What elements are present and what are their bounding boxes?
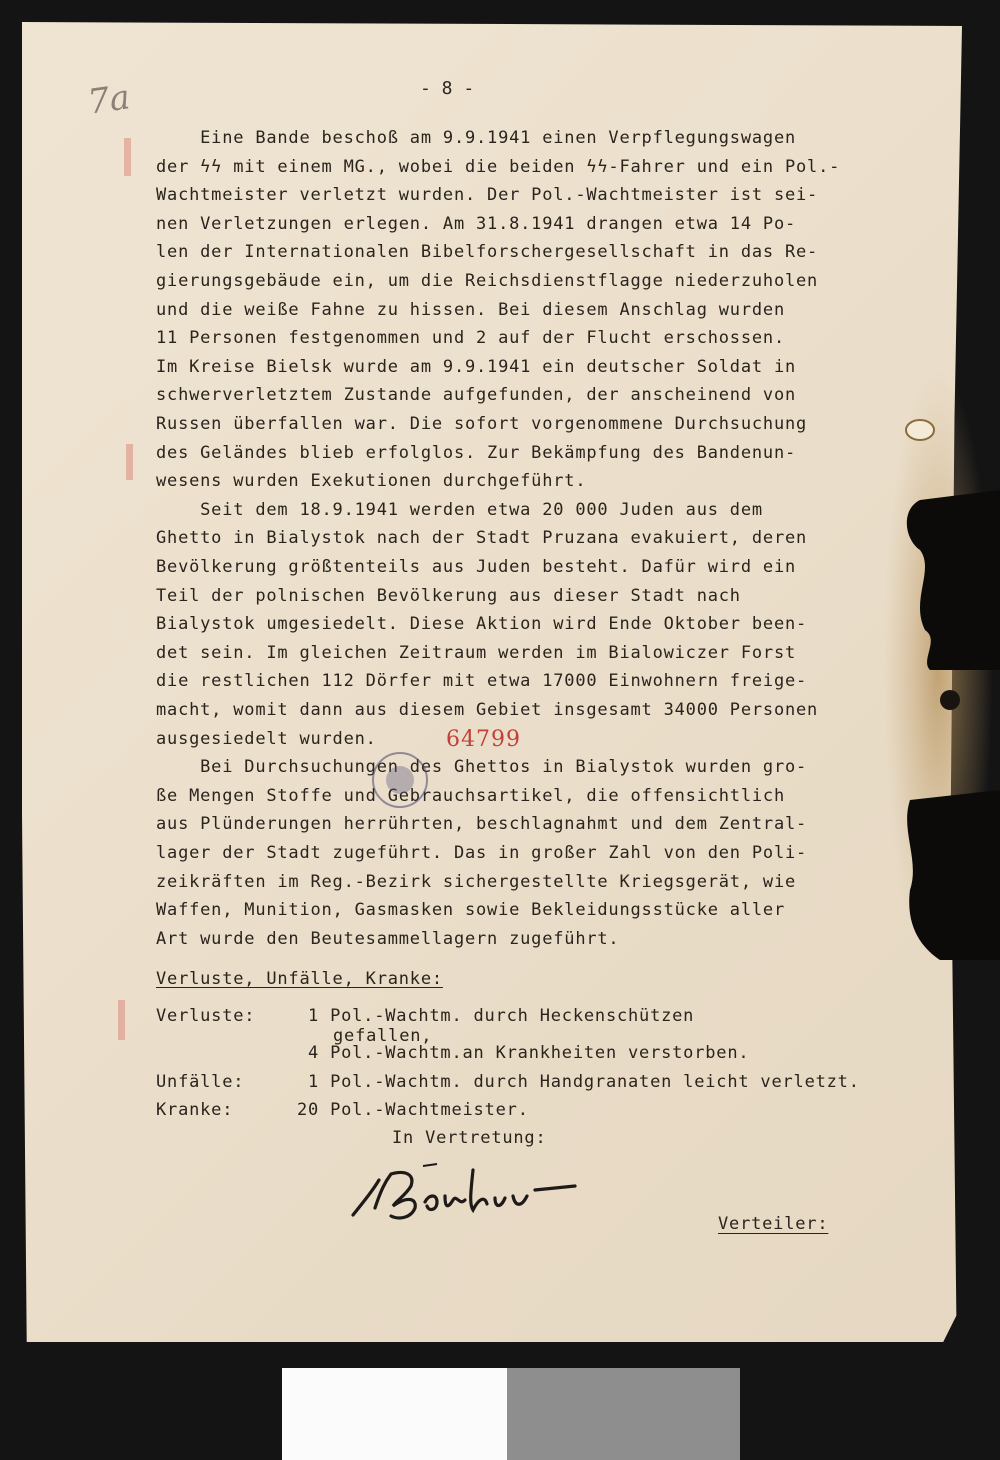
body-line: Waffen, Munition, Gasmasken sowie Bekleidungsstücke aller (156, 900, 785, 921)
calibration-grey-patch (507, 1368, 740, 1460)
body-line: Bei Durchsuchungen des Ghettos in Bialystok wurden gro- (156, 757, 808, 778)
kranke-entry: 20 Pol.-Wachtmeister. (297, 1100, 529, 1120)
body-line: Wachtmeister verletzt wurden. Der Pol.-Wachtmeister ist sei- (156, 185, 819, 206)
body-line: 11 Personen festgenommen und 2 auf der Flucht erschossen. (156, 328, 785, 349)
body-line: Bevölkerung größtenteils aus Juden besteht. Dafür wird ein (156, 557, 797, 577)
body-line: Bialystok umgesiedelt. Diese Aktion wird Ende Oktober been- (156, 614, 808, 635)
body-line: und die weiße Fahne zu hissen. Bei diesem Anschlag wurden (156, 299, 785, 320)
body-line: Im Kreise Bielsk wurde am 9.9.1941 ein deutscher Soldat in (156, 356, 797, 377)
body-line: det sein. Im gleichen Zeitraum werden im Bialowiczer Forst (156, 642, 797, 663)
losses-heading: Verluste, Unfälle, Kranke: (156, 969, 443, 989)
body-line: schwerverletztem Zustande aufgefunden, der anscheinend von (156, 385, 797, 406)
calibration-white-patch (282, 1368, 507, 1460)
page-number: - 8 - (420, 78, 475, 99)
body-line: nen Verletzungen erlegen. Am 31.8.1941 drangen etwa 14 Po- (156, 213, 797, 234)
body-line: wesens wurden Exekutionen durchgeführt. (156, 471, 587, 492)
verteiler-label: Verteiler: (718, 1214, 829, 1234)
body-line: die restlichen 112 Dörfer mit etwa 17000 Einwohnern freige- (156, 671, 808, 692)
body-line: macht, womit dann aus diesem Gebiet insgesamt 34000 Personen (156, 700, 819, 720)
unfaelle-entry: 1 Pol.-Wachtm. durch Handgranaten leicht verletzt. (308, 1072, 860, 1092)
verluste-entry-2: 4 Pol.-Wachtm.an Krankheiten verstorben. (308, 1043, 750, 1063)
verluste-entry-1-continued: gefallen, (333, 1026, 433, 1046)
red-margin-mark (118, 1000, 125, 1040)
body-line: len der Internationalen Bibelforschergesellschaft in das Re- (156, 242, 819, 263)
body-line: des Geländes blieb erfolglos. Zur Bekämpfung des Bandenun- (156, 442, 797, 463)
archive-stamp (372, 752, 428, 808)
body-line: ausgesiedelt wurden. (156, 728, 377, 749)
body-line: der ϟϟ mit einem MG., wobei die beiden ϟϟ-Fahrer und ein Pol.- (156, 156, 841, 177)
body-line: zeikräften im Reg.-Bezirk sichergestellte Kriegsgerät, wie (156, 871, 797, 892)
red-margin-mark (126, 444, 133, 480)
red-reference-number: 64799 (446, 727, 521, 752)
red-margin-mark (124, 138, 131, 176)
body-line: Art wurde den Beutesammellagern zugeführt. (156, 928, 620, 949)
handwritten-signature (345, 1160, 585, 1230)
body-line: Russen überfallen war. Die sofort vorgenommene Durchsuchung (156, 414, 808, 434)
body-line: gierungsgebäude ein, um die Reichsdienstflagge niederzuholen (156, 271, 819, 291)
body-line: aus Plünderungen herrührten, beschlagnahmt und dem Zentral- (156, 814, 808, 835)
kranke-label: Kranke: (156, 1100, 234, 1120)
body-line: lager der Stadt zugeführt. Das in großer Zahl von den Poli- (156, 843, 808, 863)
body-line: ße Mengen Stoffe und Gebrauchsartikel, die offensichtlich (156, 785, 785, 806)
verluste-label: Verluste: (156, 1006, 256, 1026)
unfaelle-label: Unfälle: (156, 1072, 245, 1092)
verluste-entry-1: 1 Pol.-Wachtm. durch Heckenschützen (308, 1006, 695, 1026)
margin-annotation: 7a (85, 77, 133, 123)
body-line: Ghetto in Bialystok nach der Stadt Pruzana evakuiert, deren (156, 528, 808, 549)
burn-damage (880, 370, 1000, 990)
in-vertretung: In Vertretung: (392, 1128, 547, 1148)
body-line: Seit dem 18.9.1941 werden etwa 20 000 Juden aus dem (156, 499, 763, 520)
body-line: Eine Bande beschoß am 9.9.1941 einen Verpflegungswagen (156, 128, 797, 148)
body-line: Teil der polnischen Bevölkerung aus dieser Stadt nach (156, 585, 741, 606)
